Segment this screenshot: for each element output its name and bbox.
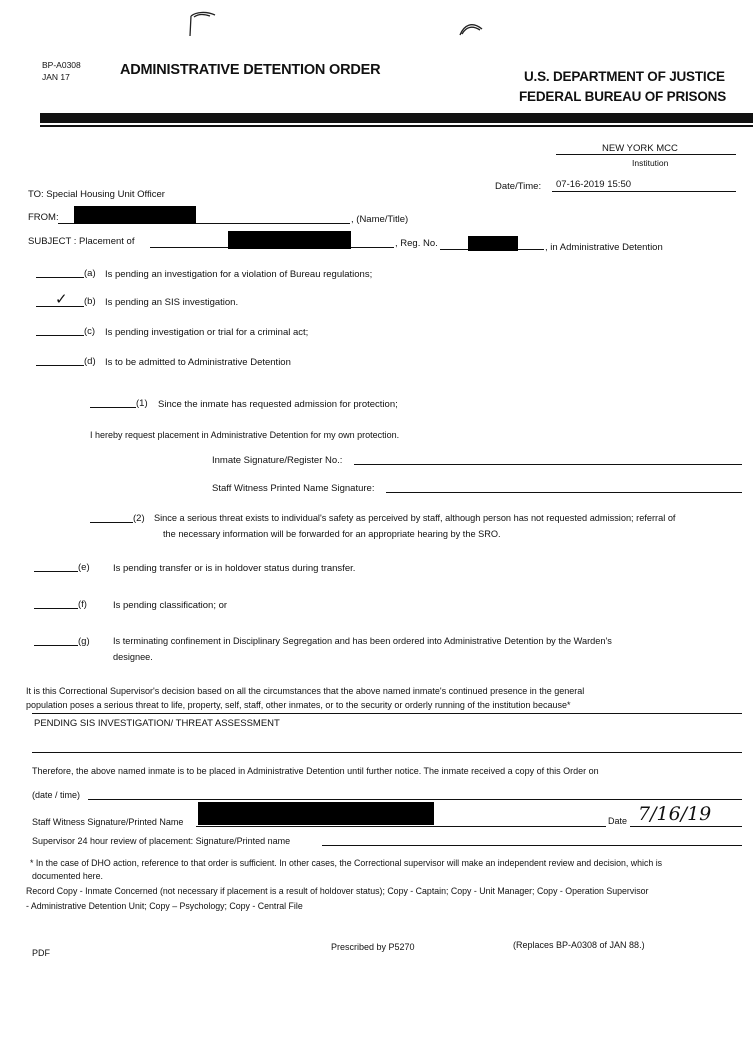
footnote-line-1: * In the case of DHO action, reference to that order is sufficient. In other cases, the Correctional supervisor will make an independent review and decision, which is [30,858,663,868]
decision-line-1: It is this Correctional Supervisor's decision based on all the circumstances that the above named inmate's continued presence in the general [26,686,585,696]
header-thin-rule [40,125,753,127]
option-d1-tag: (1) [136,398,148,409]
option-f-line [34,608,78,609]
staff-witness-name-line [196,826,606,827]
decision-line-rule [32,713,742,714]
option-g-text-2: designee. [113,652,153,662]
option-c-text: Is pending investigation or trial for a criminal act; [105,327,309,338]
option-a-text: Is pending an investigation for a violation of Bureau regulations; [105,269,373,280]
option-d2-tag: (2) [133,513,145,524]
staff-witness-name-label: Staff Witness Signature/Printed Name [32,817,184,827]
protection-request-text: I hereby request placement in Administrative Detention for my own protection. [90,430,400,440]
staff-witness-line [386,492,742,493]
option-d2-line [90,522,133,523]
option-b-tag: (b) [84,296,96,307]
redaction-reg-no [468,236,518,251]
option-d1-line [90,407,136,408]
option-b-text: Is pending an SIS investigation. [105,297,239,308]
option-d2-text-2: the necessary information will be forwarded for an appropriate hearing by the SRO. [163,529,501,539]
to-line: TO: Special Housing Unit Officer [28,189,165,200]
from-label: FROM: [28,212,59,223]
option-g-tag: (g) [78,636,90,647]
decision-reason: PENDING SIS INVESTIGATION/ THREAT ASSESSMENT [34,718,280,729]
scribble-mark-right [458,20,486,38]
staff-witness-label: Staff Witness Printed Name Signature: [212,483,375,494]
footer-right: (Replaces BP-A0308 of JAN 88.) [513,940,645,950]
handwritten-date: 7/16/19 [638,803,712,825]
option-c-tag: (c) [84,326,96,337]
datetime-label: Date/Time: [495,181,542,192]
inmate-signature-label: Inmate Signature/Register No.: [212,455,343,466]
date-line [630,826,742,827]
option-e-line [34,571,78,572]
subject-reg-label: , Reg. No. [395,238,438,249]
option-a-tag: (a) [84,268,96,279]
scribble-mark-left [188,10,218,38]
inmate-signature-line [354,464,742,465]
date-time-label: (date / time) [32,790,81,800]
option-a-line [36,277,84,278]
agency-line-1: U.S. DEPARTMENT OF JUSTICE [524,69,725,84]
therefore-text: Therefore, the above named inmate is to be placed in Administrative Detention until further notice. The inmate received a copy of this Order on [32,766,599,776]
redaction-inmate-name [228,231,351,249]
option-g-line [34,645,78,646]
option-f-tag: (f) [78,599,87,610]
form-date: JAN 17 [42,72,70,82]
datetime-line [552,191,736,192]
distribution-line-2: - Administrative Detention Unit; Copy – Psychology; Copy - Central File [26,901,303,911]
redaction-from-name [74,206,196,224]
supervisor-review-line [322,845,742,846]
datetime-value: 07-16-2019 15:50 [556,179,632,190]
option-b-checkmark: ✓ [55,291,68,308]
form-number: BP-A0308 [42,60,81,70]
subject-label: SUBJECT : Placement of [28,236,135,247]
institution-label: Institution [632,158,669,168]
option-e-text: Is pending transfer or is in holdover status during transfer. [113,563,356,574]
option-d-line [36,365,84,366]
footer-center: Prescribed by P5270 [331,942,415,952]
supervisor-review-label: Supervisor 24 hour review of placement: Signature/Printed name [32,836,291,846]
distribution-line-1: Record Copy - Inmate Concerned (not necessary if placement is a result of holdover status); Copy - Captain; Copy - Unit Manager; Copy - Operation Supervisor [26,886,649,896]
footnote-line-2: documented here. [32,871,103,881]
agency-line-2: FEDERAL BUREAU OF PRISONS [519,89,727,104]
option-f-text: Is pending classification; or [113,600,228,611]
option-g-text-1: Is terminating confinement in Disciplinary Segregation and has been ordered into Administrative Detention by the Warden's [113,636,612,646]
date-label: Date [608,816,628,826]
option-e-tag: (e) [78,562,90,573]
institution-line [556,154,736,155]
decision-line-2: population poses a serious threat to life, property, self, staff, other inmates, or to the security or orderly running of the institution because* [26,700,571,710]
option-d1-text: Since the inmate has requested admission for protection; [158,399,398,410]
institution-value: NEW YORK MCC [602,143,678,154]
form-title: ADMINISTRATIVE DETENTION ORDER [120,62,381,78]
subject-suffix: , in Administrative Detention [545,242,663,253]
decision-blank-line [32,752,742,753]
from-suffix: , (Name/Title) [351,214,409,225]
option-d2-text-1: Since a serious threat exists to individual's safety as perceived by staff, although person has not requested admission; referral of [154,513,676,523]
footer-left: PDF [32,948,50,958]
header-thick-rule [40,113,753,123]
option-c-line [36,335,84,336]
redaction-staff-witness [198,802,434,825]
option-d-text: Is to be admitted to Administrative Detention [105,357,291,368]
date-time-line [88,799,742,800]
option-d-tag: (d) [84,356,96,367]
